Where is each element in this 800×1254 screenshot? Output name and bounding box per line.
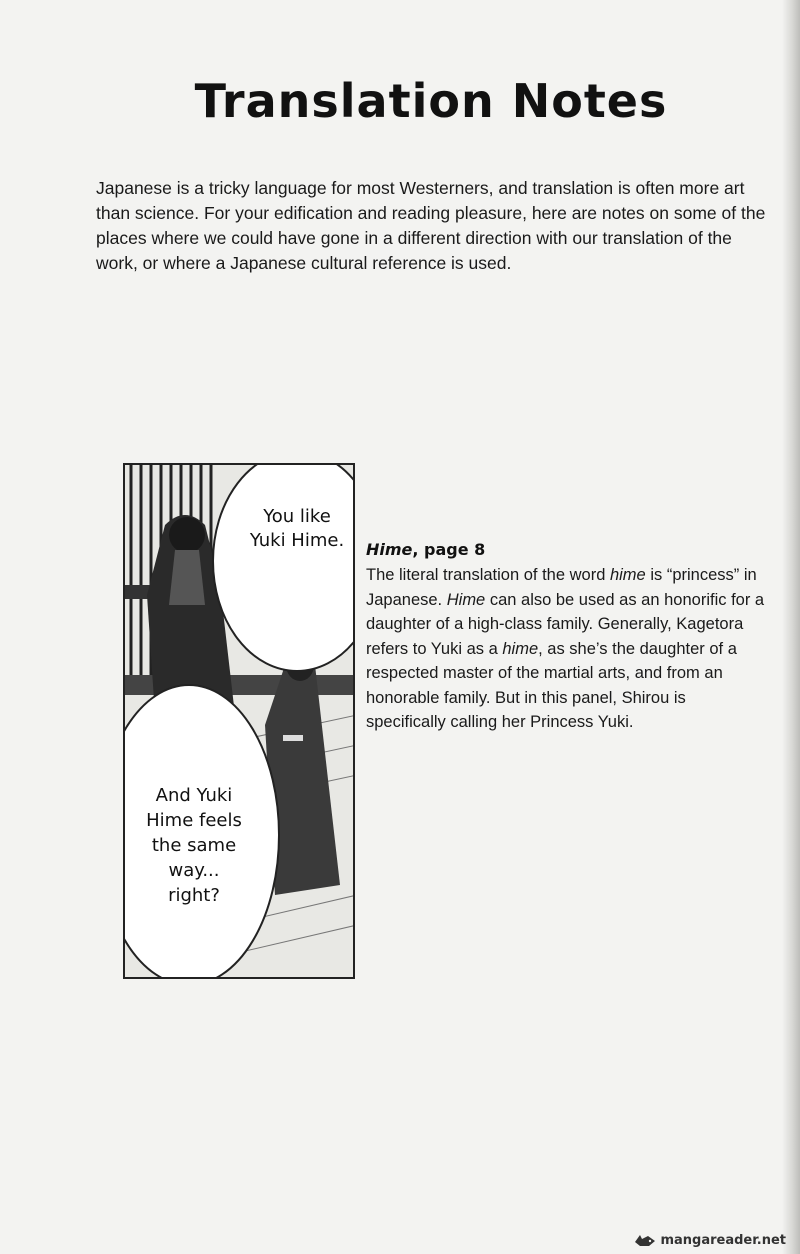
note-heading-term: Hime xyxy=(366,540,413,559)
note-heading-page: , page 8 xyxy=(412,540,486,559)
manga-panel xyxy=(123,463,355,979)
watermark-text: mangareader.net xyxy=(660,1232,786,1248)
note-text: The literal translation of the word xyxy=(366,566,610,584)
speech-bubble-2: And Yuki Hime feels the same way... right? xyxy=(146,785,242,906)
note-heading xyxy=(366,540,766,559)
note-term-italic: hime xyxy=(609,566,646,584)
note-text: , as she’s the daughter of a respected master of the martial arts, and from an honorable family. But in this panel, Shirou is specifically calling her Princess Yuki. xyxy=(366,639,737,731)
page-title: Translation Notes xyxy=(194,74,668,128)
fox-logo-icon xyxy=(634,1232,656,1248)
page-edge-shadow xyxy=(782,0,800,1254)
speech-bubble-1: You like Yuki Hime. xyxy=(249,506,345,551)
site-watermark xyxy=(634,1232,786,1248)
translation-note xyxy=(366,540,766,735)
note-text: is “princess” in Japanese. xyxy=(366,566,757,609)
intro-paragraph: Japanese is a tricky language for most Westerners, and translation is often more art than science. For your edification and reading pleasure, here are notes on some of the places where we could have gone in a different direction with our translation of the work, or where a Japanese cultural reference is used. xyxy=(96,178,766,273)
note-text: can also be used as an honorific for a daughter of a high-class family. Generally, Kagetora refers to Yuki as a xyxy=(366,590,765,658)
note-term-italic: Hime xyxy=(446,590,486,609)
note-term-italic: hime xyxy=(502,639,539,658)
note-body xyxy=(366,563,766,735)
